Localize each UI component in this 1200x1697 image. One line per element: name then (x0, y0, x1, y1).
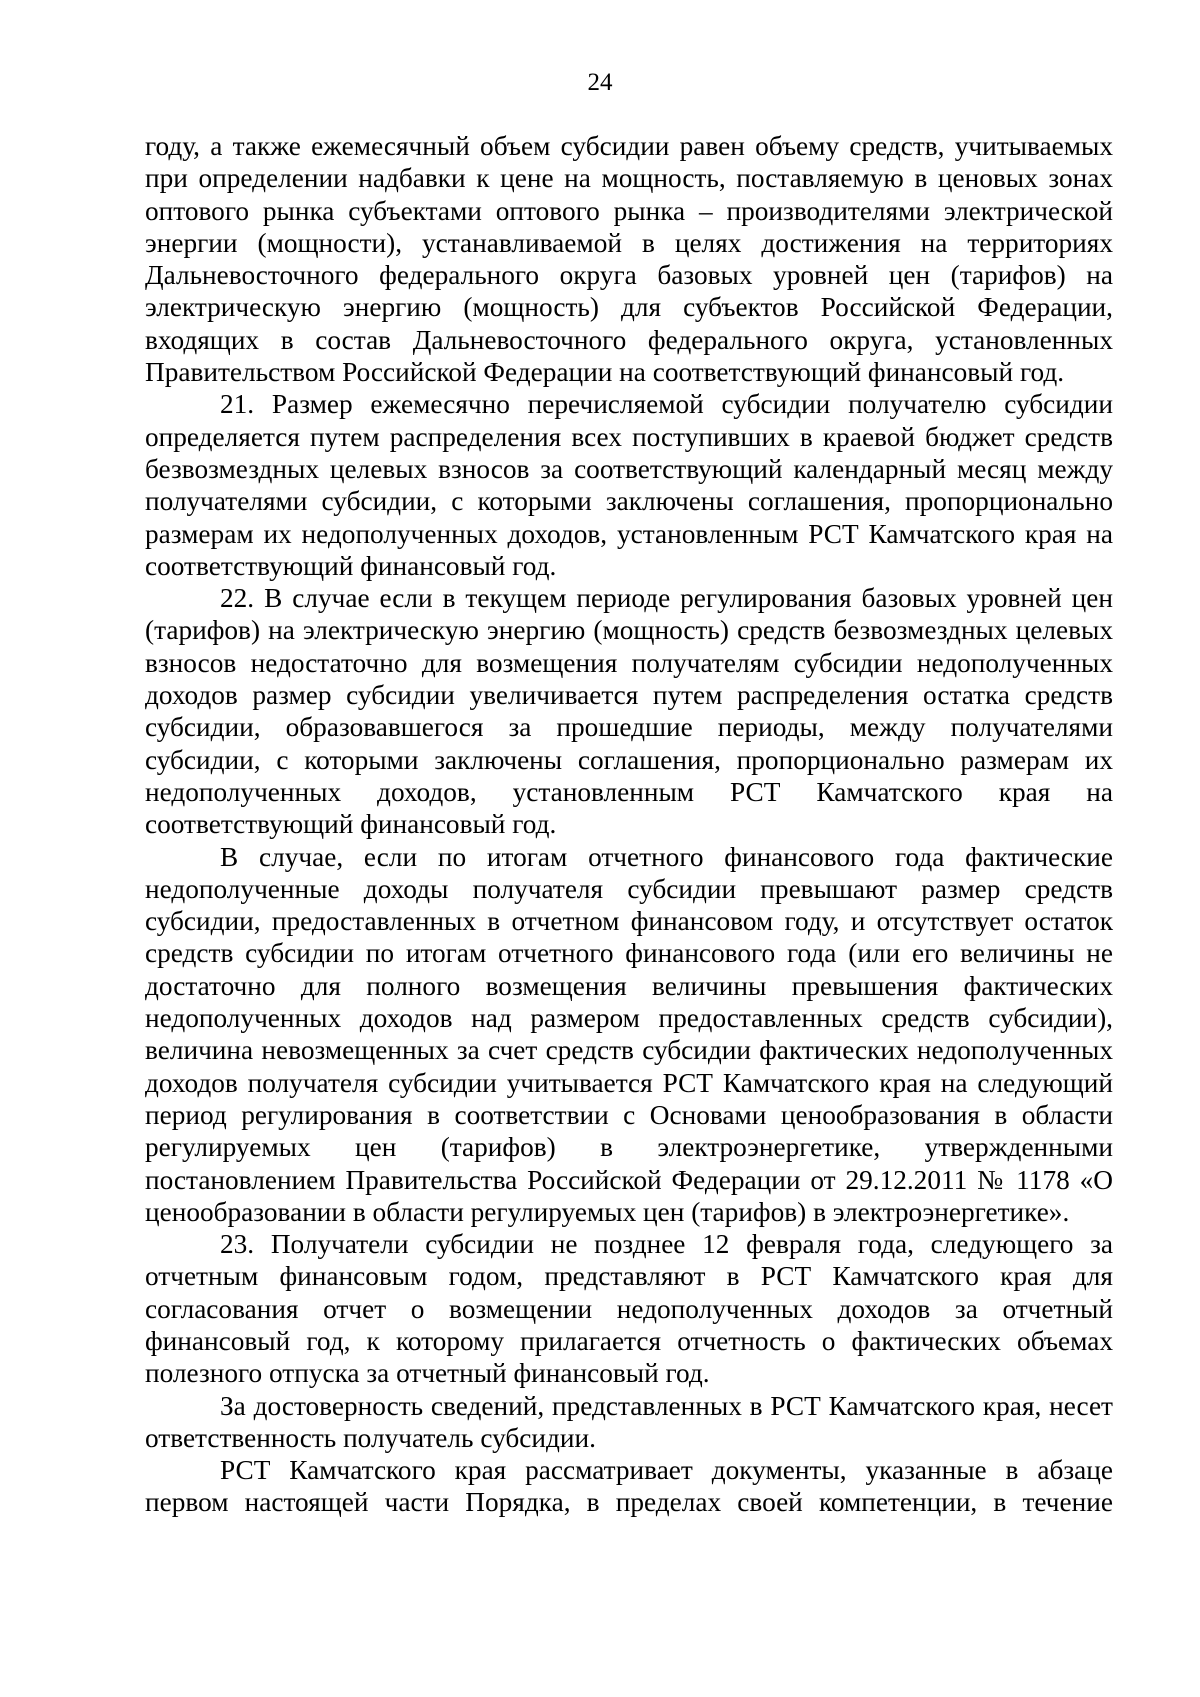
paragraph-continuation: году, а также ежемесячный объем субсидии равен объему средств, учитываемых при определении надбавки к цене на мощность, поставляемую в ценовых зонах оптового рынка субъектами оптового рынка – производителями электрической энергии (мощности), устанавливаемой в целях достижения на территориях Дальневосточного федерального округа базовых уровней цен (тарифов) на электрическую энергию (мощность) для субъектов Российской Федерации, входящих в состав Дальневосточного федерального округа, установленных Правительством Российской Федерации на соответствующий финансовый год. (145, 131, 1113, 388)
paragraph-21: 21. Размер ежемесячно перечисляемой субсидии получателю субсидии определяется путем распределения всех поступивших в краевой бюджет средств безвозмездных целевых взносов за соответствующий календарный месяц между получателями субсидии, с которыми заключены соглашения, пропорционально размерам их недополученных доходов, установленным РСТ Камчатского края на соответствующий финансовый год. (145, 389, 1113, 581)
document-body (145, 130, 1113, 1519)
paragraph-22: 22. В случае если в текущем периоде регулирования базовых уровней цен (тарифов) на электрическую энергию (мощность) средств безвозмездных целевых взносов недостаточно для возмещения получателям субсидии недополученных доходов размер субсидии увеличивается путем распределения остатка средств субсидии, образовавшегося за прошедшие периоды, между получателями субсидии, с которыми заключены соглашения, пропорционально размерам их недополученных доходов, установленным РСТ Камчатского края на соответствующий финансовый год. (145, 583, 1113, 840)
page-number: 24 (587, 69, 613, 96)
paragraph-23-review: РСТ Камчатского края рассматривает документы, указанные в абзаце первом настоящей части Порядка, в пределах своей компетенции, в течение (145, 1455, 1113, 1518)
paragraph-23: 23. Получатели субсидии не позднее 12 февраля года, следующего за отчетным финансовым годом, представляют в РСТ Камчатского края для согласования отчет о возмещении недополученных доходов за отчетный финансовый год, к которому прилагается отчетность о фактических объемах полезного отпуска за отчетный финансовый год. (145, 1229, 1113, 1389)
paragraph-22-second: В случае, если по итогам отчетного финансового года фактические недополученные доходы получателя субсидии превышают размер средств субсидии, предоставленных в отчетном финансовом году, и отсутствует остаток средств субсидии по итогам отчетного финансового года (или его величины не достаточно для полного возмещения величины превышения фактических недополученных доходов над размером предоставленных средств субсидии), величина невозмещенных за счет средств субсидии фактических недополученных доходов получателя субсидии учитывается РСТ Камчатского края на следующий период регулирования в соответствии с Основами ценообразования в области регулируемых цен (тарифов) в электроэнергетике, утвержденными постановлением Правительства Российской Федерации от 29.12.2011 № 1178 «О ценообразовании в области регулируемых цен (тарифов) в электроэнергетике». (145, 841, 1113, 1227)
paragraph-23-responsibility: За достоверность сведений, представленных в РСТ Камчатского края, несет ответственность получатель субсидии. (145, 1390, 1113, 1453)
